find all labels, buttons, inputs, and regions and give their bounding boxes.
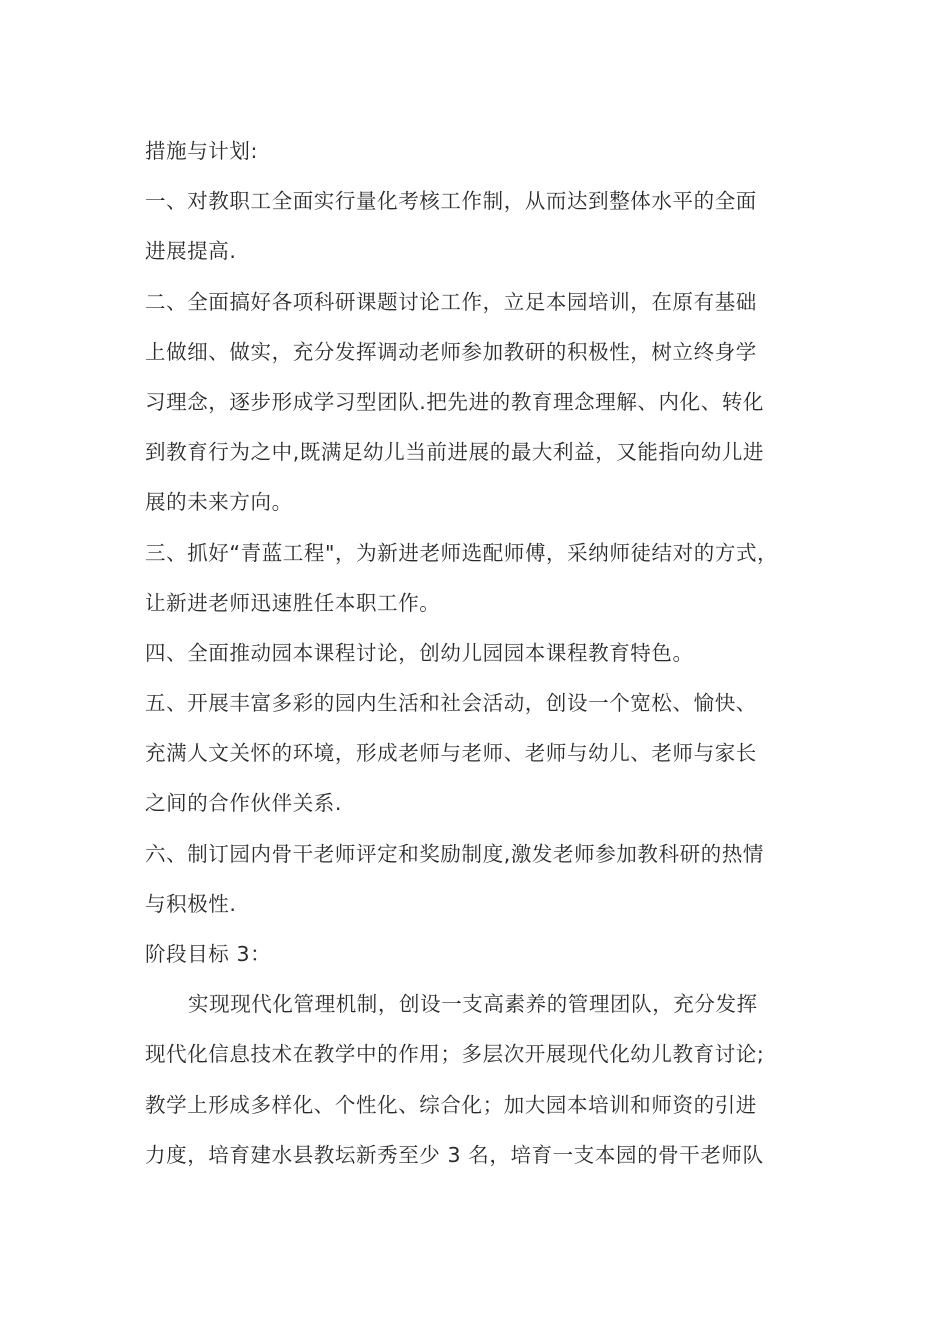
- paragraph-line: 习理念，逐步形成学习型团队.把先进的教育理念理解、内化、转化: [145, 389, 765, 414]
- document-body: [145, 126, 825, 1180]
- section-heading-measures: 措施与计划:: [145, 139, 259, 163]
- paragraph-line: 到教育行为之中,既满足幼儿当前进展的最大利益，又能指向幼儿进: [145, 440, 765, 465]
- paragraph-line: 六、制订园内骨干老师评定和奖励制度,激发老师参加教科研的热情: [145, 841, 765, 866]
- paragraph-line: 二、全面搞好各项科研课题讨论工作，立足本园培训，在原有基础: [145, 289, 757, 314]
- paragraph-line: 五、开展丰富多彩的园内生活和社会活动，创设一个宽松、愉快、: [145, 691, 757, 716]
- paragraph-line: 三、抓好“青蓝工程"，为新进老师选配师傅，采纳师徒结对的方式，: [145, 540, 779, 565]
- paragraph-line: 之间的合作伙伴关系.: [145, 791, 343, 816]
- paragraph-line: 与积极性.: [145, 891, 237, 916]
- paragraph-line: 四、全面推动园本课程讨论，创幼儿园园本课程教育特色。: [145, 640, 694, 665]
- paragraph-line: 充满人文关怀的环境，形成老师与老师、老师与幼儿、老师与家长: [145, 741, 757, 766]
- paragraph-line: 让新进老师迅速胜任本职工作。: [145, 590, 441, 615]
- paragraph-line: 力度，培育建水县教坛新秀至少 3 名，培育一支本园的骨干老师队: [145, 1142, 764, 1167]
- paragraph-line: 展的未来方向。: [145, 490, 293, 515]
- paragraph-line: 教学上形成多样化、个性化、综合化；加大园本培训和师资的引进: [145, 1092, 757, 1117]
- section-heading-stage-goal: 阶段目标 3：: [145, 942, 272, 966]
- paragraph-line: 现代化信息技术在教学中的作用；多层次开展现代化幼儿教育讨论;: [145, 1042, 765, 1067]
- paragraph-line: 进展提高.: [145, 239, 237, 264]
- paragraph-line: 上做细、做实，充分发挥调动老师参加教研的积极性，树立终身学: [145, 339, 757, 364]
- paragraph-line: 一、对教职工全面实行量化考核工作制，从而达到整体水平的全面: [145, 189, 757, 214]
- paragraph-line: 实现现代化管理机制，创设一支高素养的管理团队，充分发挥: [188, 992, 758, 1017]
